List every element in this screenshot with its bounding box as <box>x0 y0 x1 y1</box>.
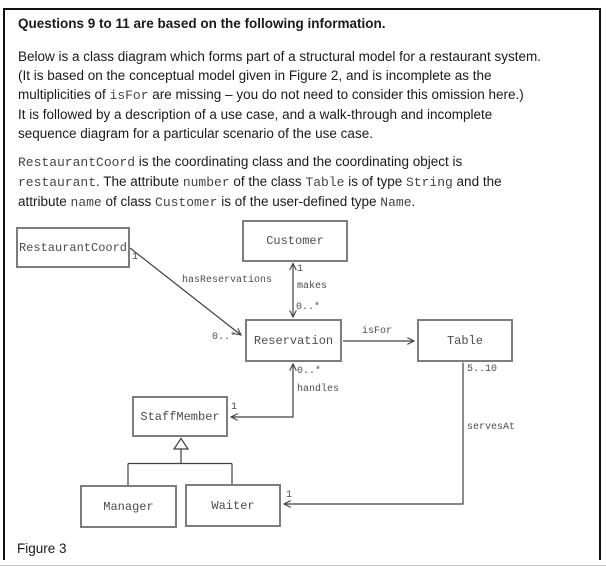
association-label-hasreservations: hasReservations <box>182 275 273 286</box>
class-name-reservation: Reservation <box>253 333 334 348</box>
intro-paragraph: Below is a class diagram which forms part of a structural model for a restaurant system. (It is based on the conceptual model given in Figure 2, and is incomplete as the multiplicities of isFor are missing – you do not need to consider this omission here.) It is followed by a description of a use case, and a walk-through and incomplete sequence diagram for a particular scenario of the use case. <box>18 49 541 141</box>
class-name-waiter: Waiter <box>211 498 255 513</box>
generalization-lines <box>128 449 232 485</box>
association-label-makes: makes <box>297 281 328 292</box>
class-box-table <box>417 319 513 362</box>
class-box-waiter <box>185 484 281 527</box>
class-box-restaurantcoord <box>16 227 130 268</box>
multiplicity-handles-reservation: 0..* <box>297 366 322 377</box>
class-name-manager: Manager <box>103 499 154 514</box>
class-name-customer: Customer <box>266 234 324 248</box>
multiplicity-hasreservations-coord: 1 <box>132 252 139 263</box>
multiplicity-makes-reservation: 0..* <box>296 302 321 313</box>
class-box-manager <box>80 485 177 528</box>
association-hasreservations-line <box>130 248 241 335</box>
class-box-reservation <box>245 319 342 362</box>
generalization-triangle-icon <box>174 439 188 450</box>
class-box-customer <box>242 220 348 262</box>
multiplicity-handles-staffmember: 1 <box>231 402 238 413</box>
association-handles-line <box>231 364 293 417</box>
multiplicity-servesat-table: 5..10 <box>467 364 498 375</box>
figure-caption: Figure 3 <box>17 541 67 556</box>
association-label-handles: handles <box>297 384 340 395</box>
multiplicity-hasreservations-reservation: 0..* <box>212 332 237 343</box>
multiplicity-makes-customer: 1 <box>297 264 304 275</box>
class-box-staffmember <box>132 396 228 437</box>
class-name-staffmember: StaffMember <box>140 409 220 424</box>
question-heading: Questions 9 to 11 are based on the following information. <box>18 16 386 31</box>
class-name-table: Table <box>446 333 483 348</box>
class-name-restaurantcoord: RestaurantCoord <box>18 240 128 255</box>
details-paragraph: RestaurantCoord is the coordinating class and the coordinating object is restaurant. The attribute number of the class Table is of type String and the attribute name of class Customer is of the user-defined type Name. <box>18 154 502 210</box>
association-label-servesat: servesAt <box>467 422 516 433</box>
multiplicity-servesat-waiter: 1 <box>286 490 293 501</box>
association-label-isfor: isFor <box>362 326 393 337</box>
